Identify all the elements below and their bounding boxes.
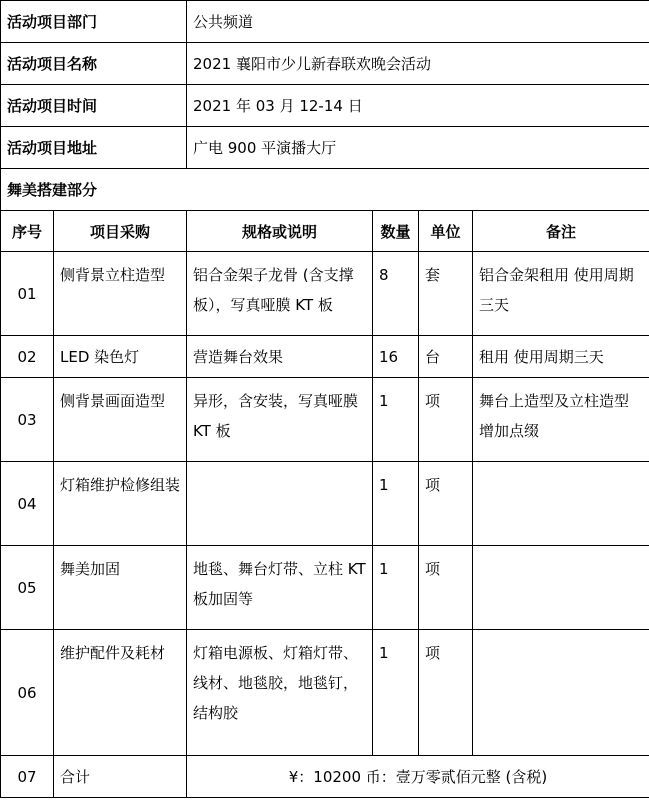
total-label: 合计 (54, 756, 187, 798)
row-seq: 06 (1, 630, 54, 756)
row-item: 维护配件及耗材 (54, 630, 187, 756)
row-unit: 项 (419, 630, 473, 756)
name-label: 活动项目名称 (1, 43, 187, 85)
info-row-time (1, 85, 649, 127)
col-qty: 数量 (373, 211, 419, 252)
info-row-addr (1, 127, 649, 169)
name-value: 2021 襄阳市少儿新春联欢晚会活动 (187, 43, 649, 85)
col-seq: 序号 (1, 211, 54, 252)
row-item: LED 染色灯 (54, 336, 187, 378)
table-row (1, 546, 649, 630)
col-note: 备注 (473, 211, 649, 252)
table-row (1, 462, 649, 546)
row-note: 租用 使用周期三天 (473, 336, 649, 378)
row-qty: 1 (373, 378, 419, 462)
dept-value: 公共频道 (187, 1, 649, 43)
table-row (1, 336, 649, 378)
row-note (473, 462, 649, 546)
row-qty: 16 (373, 336, 419, 378)
row-note (473, 546, 649, 630)
row-unit: 项 (419, 378, 473, 462)
total-row (1, 756, 649, 798)
row-note (473, 630, 649, 756)
row-item: 舞美加固 (54, 546, 187, 630)
time-label: 活动项目时间 (1, 85, 187, 127)
col-spec: 规格或说明 (187, 211, 373, 252)
row-note: 舞台上造型及立柱造型增加点缀 (473, 378, 649, 462)
table-row (1, 630, 649, 756)
row-unit: 项 (419, 462, 473, 546)
col-item: 项目采购 (54, 211, 187, 252)
row-seq: 02 (1, 336, 54, 378)
row-spec: 地毯、舞台灯带、立柱 KT 板加固等 (187, 546, 373, 630)
addr-value: 广电 900 平演播大厅 (187, 127, 649, 169)
row-qty: 1 (373, 630, 419, 756)
row-spec: 营造舞台效果 (187, 336, 373, 378)
row-item: 灯箱维护检修组装 (54, 462, 187, 546)
dept-label: 活动项目部门 (1, 1, 187, 43)
row-unit: 台 (419, 336, 473, 378)
row-qty: 1 (373, 546, 419, 630)
row-spec: 灯箱电源板、灯箱灯带、线材、地毯胶，地毯钉，结构胶 (187, 630, 373, 756)
row-item: 侧背景立柱造型 (54, 252, 187, 336)
total-seq: 07 (1, 756, 54, 798)
row-seq: 05 (1, 546, 54, 630)
info-row-dept (1, 1, 649, 43)
total-value: ¥：10200 币：壹万零贰佰元整 (含税) (187, 756, 649, 798)
row-unit: 套 (419, 252, 473, 336)
row-item: 侧背景画面造型 (54, 378, 187, 462)
row-seq: 01 (1, 252, 54, 336)
row-seq: 03 (1, 378, 54, 462)
row-qty: 8 (373, 252, 419, 336)
row-spec (187, 462, 373, 546)
row-unit: 项 (419, 546, 473, 630)
row-qty: 1 (373, 462, 419, 546)
row-note: 铝合金架租用 使用周期三天 (473, 252, 649, 336)
row-spec: 铝合金架子龙骨 (含支撑板），写真哑膜 KT 板 (187, 252, 373, 336)
section-row (1, 169, 649, 211)
info-row-name (1, 43, 649, 85)
row-seq: 04 (1, 462, 54, 546)
time-value: 2021 年 03 月 12-14 日 (187, 85, 649, 127)
addr-label: 活动项目地址 (1, 127, 187, 169)
table-row (1, 378, 649, 462)
row-spec: 异形，含安装，写真哑膜 KT 板 (187, 378, 373, 462)
col-unit: 单位 (419, 211, 473, 252)
table-row (1, 252, 649, 336)
section-title: 舞美搭建部分 (1, 169, 649, 211)
column-header-row (1, 211, 649, 252)
